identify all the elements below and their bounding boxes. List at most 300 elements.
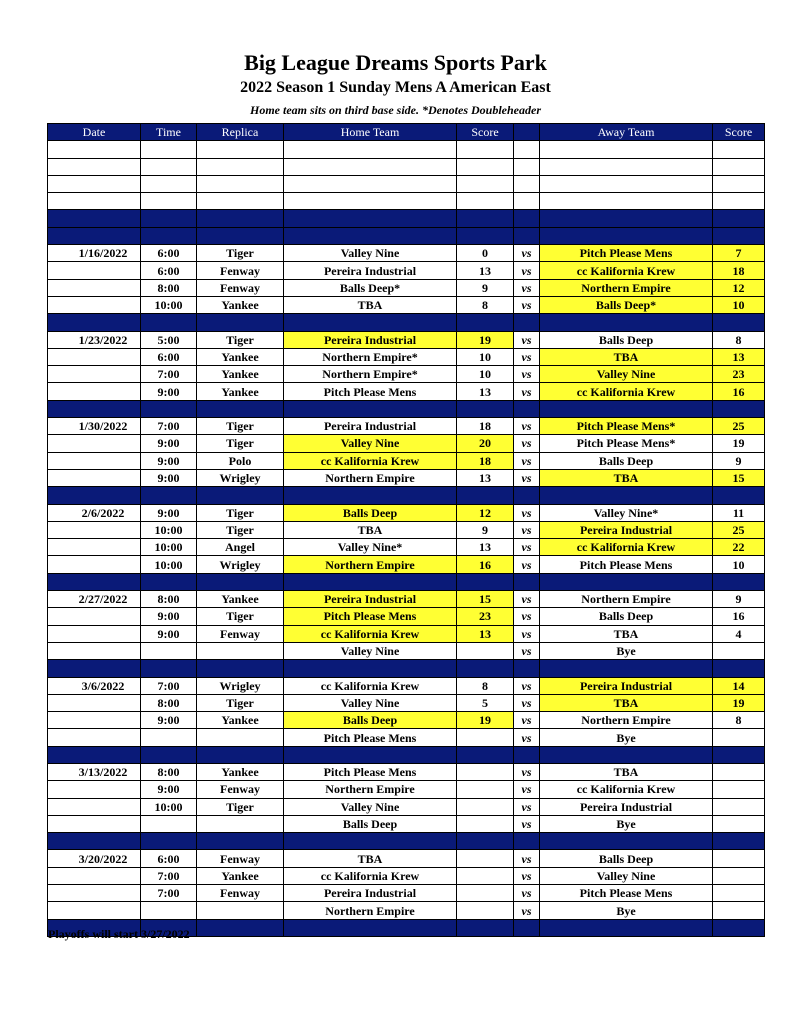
- vs-cell: vs: [514, 885, 540, 902]
- away-score-cell: 14: [713, 677, 765, 694]
- home-team-cell: Balls Deep: [284, 504, 457, 521]
- away-team-cell: Balls Deep: [540, 452, 713, 469]
- schedule-body: [48, 141, 765, 937]
- home-team-cell: Pereira Industrial: [284, 262, 457, 279]
- away-score-cell: 4: [713, 625, 765, 642]
- game-row: [48, 625, 765, 642]
- away-score-cell: 15: [713, 469, 765, 486]
- separator-cell: [540, 833, 713, 850]
- game-row: [48, 348, 765, 365]
- home-team-cell: cc Kalifornia Krew: [284, 452, 457, 469]
- game-row: [48, 798, 765, 815]
- home-team-cell: Balls Deep*: [284, 279, 457, 296]
- replica-cell: Tiger: [197, 418, 284, 435]
- date-cell: 3/13/2022: [48, 763, 141, 780]
- separator-cell: [713, 487, 765, 504]
- home-score-cell: 12: [457, 504, 514, 521]
- separator-cell: [48, 833, 141, 850]
- separator-cell: [540, 487, 713, 504]
- home-score-cell: [457, 729, 514, 746]
- game-row: [48, 245, 765, 262]
- replica-cell: [197, 902, 284, 919]
- time-cell: [141, 902, 197, 919]
- col-replica: Replica: [197, 124, 284, 141]
- home-team-cell: Balls Deep: [284, 712, 457, 729]
- home-score-cell: 13: [457, 469, 514, 486]
- vs-cell: vs: [514, 469, 540, 486]
- home-score-cell: 18: [457, 452, 514, 469]
- home-score-cell: 10: [457, 366, 514, 383]
- vs-cell: vs: [514, 642, 540, 659]
- away-team-cell: Balls Deep*: [540, 296, 713, 313]
- separator-cell: [514, 573, 540, 590]
- replica-cell: Tiger: [197, 521, 284, 538]
- separator-cell: [514, 919, 540, 936]
- week-separator: [48, 227, 765, 244]
- home-score-cell: 13: [457, 625, 514, 642]
- replica-cell: Tiger: [197, 608, 284, 625]
- separator-cell: [713, 314, 765, 331]
- home-score-cell: [457, 867, 514, 884]
- blank-cell: [514, 193, 540, 210]
- game-row: [48, 591, 765, 608]
- blank-cell: [141, 193, 197, 210]
- separator-cell: [141, 660, 197, 677]
- separator-cell: [457, 487, 514, 504]
- date-cell: [48, 366, 141, 383]
- game-row: [48, 504, 765, 521]
- separator-cell: [713, 400, 765, 417]
- separator-cell: [141, 400, 197, 417]
- separator-cell: [284, 833, 457, 850]
- replica-cell: Fenway: [197, 885, 284, 902]
- time-cell: 10:00: [141, 539, 197, 556]
- replica-cell: Polo: [197, 452, 284, 469]
- game-row: [48, 262, 765, 279]
- separator-cell: [713, 573, 765, 590]
- away-score-cell: 12: [713, 279, 765, 296]
- separator-cell: [540, 919, 713, 936]
- replica-cell: Tiger: [197, 798, 284, 815]
- replica-cell: Tiger: [197, 245, 284, 262]
- time-cell: [141, 815, 197, 832]
- game-row: [48, 781, 765, 798]
- vs-cell: vs: [514, 729, 540, 746]
- home-score-cell: 13: [457, 262, 514, 279]
- replica-cell: [197, 642, 284, 659]
- separator-cell: [713, 919, 765, 936]
- date-cell: [48, 452, 141, 469]
- separator-cell: [197, 210, 284, 227]
- home-team-cell: TBA: [284, 521, 457, 538]
- separator-cell: [197, 227, 284, 244]
- game-row: [48, 556, 765, 573]
- game-row: [48, 712, 765, 729]
- week-separator: [48, 833, 765, 850]
- away-team-cell: cc Kalifornia Krew: [540, 262, 713, 279]
- game-row: [48, 366, 765, 383]
- home-team-cell: Pitch Please Mens: [284, 763, 457, 780]
- time-cell: 10:00: [141, 296, 197, 313]
- date-cell: [48, 885, 141, 902]
- game-row: [48, 521, 765, 538]
- blank-cell: [514, 141, 540, 158]
- away-score-cell: 16: [713, 383, 765, 400]
- date-cell: [48, 521, 141, 538]
- separator-cell: [197, 573, 284, 590]
- home-score-cell: 19: [457, 331, 514, 348]
- away-team-cell: Pitch Please Mens: [540, 556, 713, 573]
- away-score-cell: [713, 867, 765, 884]
- away-score-cell: 19: [713, 435, 765, 452]
- home-score-cell: [457, 815, 514, 832]
- page-subtitle: 2022 Season 1 Sunday Mens A American East: [240, 79, 551, 96]
- away-score-cell: 9: [713, 452, 765, 469]
- time-cell: 9:00: [141, 781, 197, 798]
- time-cell: 7:00: [141, 885, 197, 902]
- away-team-cell: TBA: [540, 348, 713, 365]
- separator-cell: [48, 314, 141, 331]
- time-cell: 5:00: [141, 331, 197, 348]
- replica-cell: Fenway: [197, 781, 284, 798]
- replica-cell: Wrigley: [197, 677, 284, 694]
- week-separator: [48, 400, 765, 417]
- home-score-cell: 5: [457, 694, 514, 711]
- separator-cell: [457, 227, 514, 244]
- away-team-cell: Balls Deep: [540, 608, 713, 625]
- replica-cell: Tiger: [197, 331, 284, 348]
- blank-cell: [713, 141, 765, 158]
- game-row: [48, 539, 765, 556]
- home-score-cell: 0: [457, 245, 514, 262]
- away-score-cell: 19: [713, 694, 765, 711]
- date-cell: [48, 867, 141, 884]
- away-team-cell: TBA: [540, 469, 713, 486]
- home-team-cell: Northern Empire: [284, 781, 457, 798]
- col-home-team: Home Team: [284, 124, 457, 141]
- vs-cell: vs: [514, 798, 540, 815]
- blank-cell: [284, 158, 457, 175]
- away-team-cell: Pitch Please Mens*: [540, 435, 713, 452]
- separator-cell: [48, 746, 141, 763]
- col-vs: [514, 124, 540, 141]
- game-row: [48, 418, 765, 435]
- time-cell: 8:00: [141, 279, 197, 296]
- time-cell: 7:00: [141, 867, 197, 884]
- home-score-cell: 23: [457, 608, 514, 625]
- vs-cell: vs: [514, 850, 540, 867]
- game-row: [48, 296, 765, 313]
- replica-cell: Angel: [197, 539, 284, 556]
- away-team-cell: TBA: [540, 763, 713, 780]
- home-score-cell: 16: [457, 556, 514, 573]
- game-row: [48, 383, 765, 400]
- time-cell: [141, 729, 197, 746]
- home-team-cell: Pitch Please Mens: [284, 383, 457, 400]
- date-cell: [48, 729, 141, 746]
- away-team-cell: cc Kalifornia Krew: [540, 383, 713, 400]
- date-cell: 3/6/2022: [48, 677, 141, 694]
- vs-cell: vs: [514, 348, 540, 365]
- vs-cell: vs: [514, 452, 540, 469]
- replica-cell: Yankee: [197, 383, 284, 400]
- date-cell: [48, 798, 141, 815]
- separator-cell: [514, 833, 540, 850]
- blank-cell: [713, 175, 765, 192]
- separator-cell: [540, 227, 713, 244]
- date-cell: [48, 279, 141, 296]
- separator-cell: [540, 400, 713, 417]
- replica-cell: Yankee: [197, 867, 284, 884]
- away-team-cell: Pereira Industrial: [540, 677, 713, 694]
- date-cell: [48, 625, 141, 642]
- home-team-cell: Valley Nine: [284, 694, 457, 711]
- blank-cell: [457, 141, 514, 158]
- away-score-cell: 13: [713, 348, 765, 365]
- playoffs-note: Playoffs will start 3/27/2022: [48, 927, 190, 941]
- home-score-cell: [457, 763, 514, 780]
- week-separator: [48, 746, 765, 763]
- separator-cell: [540, 573, 713, 590]
- time-cell: 10:00: [141, 521, 197, 538]
- separator-cell: [48, 573, 141, 590]
- date-cell: [48, 781, 141, 798]
- replica-cell: Yankee: [197, 296, 284, 313]
- game-row: [48, 642, 765, 659]
- separator-cell: [284, 660, 457, 677]
- home-team-cell: Northern Empire: [284, 902, 457, 919]
- blank-row: [48, 175, 765, 192]
- date-cell: [48, 815, 141, 832]
- separator-cell: [457, 314, 514, 331]
- separator-cell: [141, 487, 197, 504]
- vs-cell: vs: [514, 677, 540, 694]
- vs-cell: vs: [514, 591, 540, 608]
- blank-cell: [713, 193, 765, 210]
- date-cell: [48, 642, 141, 659]
- separator-cell: [197, 660, 284, 677]
- away-team-cell: Northern Empire: [540, 712, 713, 729]
- away-score-cell: [713, 815, 765, 832]
- separator-cell: [141, 227, 197, 244]
- date-cell: [48, 694, 141, 711]
- date-cell: [48, 539, 141, 556]
- replica-cell: Wrigley: [197, 556, 284, 573]
- home-score-cell: 10: [457, 348, 514, 365]
- away-team-cell: Valley Nine: [540, 366, 713, 383]
- time-cell: 6:00: [141, 245, 197, 262]
- time-cell: 9:00: [141, 435, 197, 452]
- date-cell: 1/16/2022: [48, 245, 141, 262]
- date-cell: [48, 712, 141, 729]
- vs-cell: vs: [514, 366, 540, 383]
- vs-cell: vs: [514, 245, 540, 262]
- time-cell: 9:00: [141, 504, 197, 521]
- home-team-cell: cc Kalifornia Krew: [284, 867, 457, 884]
- away-score-cell: 10: [713, 296, 765, 313]
- away-team-cell: TBA: [540, 694, 713, 711]
- blank-cell: [514, 158, 540, 175]
- home-team-cell: Pitch Please Mens: [284, 729, 457, 746]
- date-cell: 1/23/2022: [48, 331, 141, 348]
- home-team-cell: Northern Empire: [284, 469, 457, 486]
- date-cell: [48, 902, 141, 919]
- blank-cell: [284, 141, 457, 158]
- blank-cell: [284, 175, 457, 192]
- replica-cell: Fenway: [197, 279, 284, 296]
- blank-cell: [141, 141, 197, 158]
- home-score-cell: 18: [457, 418, 514, 435]
- separator-cell: [457, 660, 514, 677]
- blank-cell: [48, 158, 141, 175]
- separator-cell: [540, 660, 713, 677]
- home-team-cell: Pereira Industrial: [284, 331, 457, 348]
- time-cell: 9:00: [141, 469, 197, 486]
- replica-cell: Yankee: [197, 366, 284, 383]
- vs-cell: vs: [514, 521, 540, 538]
- away-team-cell: Valley Nine: [540, 867, 713, 884]
- time-cell: 8:00: [141, 694, 197, 711]
- home-score-cell: 8: [457, 296, 514, 313]
- separator-cell: [48, 400, 141, 417]
- home-score-cell: [457, 798, 514, 815]
- separator-cell: [197, 833, 284, 850]
- vs-cell: vs: [514, 279, 540, 296]
- away-score-cell: [713, 729, 765, 746]
- game-row: [48, 902, 765, 919]
- blank-cell: [457, 193, 514, 210]
- col-home-score: Score: [457, 124, 514, 141]
- home-score-cell: [457, 642, 514, 659]
- separator-cell: [514, 314, 540, 331]
- home-team-cell: Valley Nine: [284, 798, 457, 815]
- game-row: [48, 279, 765, 296]
- away-team-cell: cc Kalifornia Krew: [540, 781, 713, 798]
- away-team-cell: Pereira Industrial: [540, 521, 713, 538]
- time-cell: 9:00: [141, 452, 197, 469]
- home-score-cell: [457, 781, 514, 798]
- vs-cell: vs: [514, 625, 540, 642]
- game-row: [48, 608, 765, 625]
- vs-cell: vs: [514, 296, 540, 313]
- blank-cell: [48, 175, 141, 192]
- game-row: [48, 677, 765, 694]
- home-team-cell: cc Kalifornia Krew: [284, 625, 457, 642]
- game-row: [48, 815, 765, 832]
- home-team-cell: Balls Deep: [284, 815, 457, 832]
- home-team-cell: Northern Empire*: [284, 366, 457, 383]
- vs-cell: vs: [514, 867, 540, 884]
- col-away-score: Score: [713, 124, 765, 141]
- home-score-cell: 9: [457, 521, 514, 538]
- separator-cell: [514, 660, 540, 677]
- game-row: [48, 694, 765, 711]
- col-date: Date: [48, 124, 141, 141]
- separator-cell: [197, 314, 284, 331]
- away-team-cell: Northern Empire: [540, 279, 713, 296]
- away-score-cell: 8: [713, 331, 765, 348]
- home-team-cell: cc Kalifornia Krew: [284, 677, 457, 694]
- separator-cell: [141, 210, 197, 227]
- game-row: [48, 452, 765, 469]
- separator-cell: [141, 573, 197, 590]
- replica-cell: Yankee: [197, 763, 284, 780]
- time-cell: 9:00: [141, 712, 197, 729]
- separator-cell: [284, 227, 457, 244]
- page-title: Big League Dreams Sports Park: [244, 50, 547, 75]
- blank-cell: [540, 193, 713, 210]
- away-score-cell: 8: [713, 712, 765, 729]
- blank-cell: [540, 175, 713, 192]
- away-team-cell: Pitch Please Mens*: [540, 418, 713, 435]
- home-team-cell: Valley Nine: [284, 435, 457, 452]
- separator-cell: [514, 746, 540, 763]
- week-separator: [48, 314, 765, 331]
- away-score-cell: 23: [713, 366, 765, 383]
- away-score-cell: [713, 902, 765, 919]
- away-score-cell: [713, 885, 765, 902]
- separator-cell: [457, 833, 514, 850]
- date-cell: [48, 435, 141, 452]
- away-score-cell: [713, 642, 765, 659]
- vs-cell: vs: [514, 815, 540, 832]
- separator-cell: [197, 400, 284, 417]
- week-separator: [48, 487, 765, 504]
- blank-cell: [48, 141, 141, 158]
- vs-cell: vs: [514, 712, 540, 729]
- away-score-cell: 18: [713, 262, 765, 279]
- home-score-cell: 19: [457, 712, 514, 729]
- separator-cell: [713, 210, 765, 227]
- time-cell: 10:00: [141, 798, 197, 815]
- vs-cell: vs: [514, 608, 540, 625]
- blank-cell: [141, 158, 197, 175]
- game-row: [48, 331, 765, 348]
- week-separator: [48, 210, 765, 227]
- separator-cell: [284, 210, 457, 227]
- home-score-cell: 20: [457, 435, 514, 452]
- time-cell: 6:00: [141, 850, 197, 867]
- away-team-cell: Bye: [540, 729, 713, 746]
- away-team-cell: Pitch Please Mens: [540, 245, 713, 262]
- date-cell: [48, 348, 141, 365]
- game-row: [48, 867, 765, 884]
- blank-cell: [197, 175, 284, 192]
- date-cell: [48, 383, 141, 400]
- home-score-cell: [457, 850, 514, 867]
- date-cell: [48, 262, 141, 279]
- separator-cell: [540, 314, 713, 331]
- game-row: [48, 469, 765, 486]
- blank-cell: [540, 158, 713, 175]
- away-team-cell: Northern Empire: [540, 591, 713, 608]
- blank-cell: [514, 175, 540, 192]
- home-score-cell: [457, 902, 514, 919]
- replica-cell: Fenway: [197, 625, 284, 642]
- home-team-cell: TBA: [284, 296, 457, 313]
- away-score-cell: [713, 850, 765, 867]
- vs-cell: vs: [514, 331, 540, 348]
- separator-cell: [457, 746, 514, 763]
- away-score-cell: [713, 781, 765, 798]
- blank-cell: [197, 158, 284, 175]
- time-cell: 9:00: [141, 625, 197, 642]
- game-row: [48, 885, 765, 902]
- col-away-team: Away Team: [540, 124, 713, 141]
- separator-cell: [713, 227, 765, 244]
- home-team-cell: Valley Nine: [284, 245, 457, 262]
- home-team-cell: Pitch Please Mens: [284, 608, 457, 625]
